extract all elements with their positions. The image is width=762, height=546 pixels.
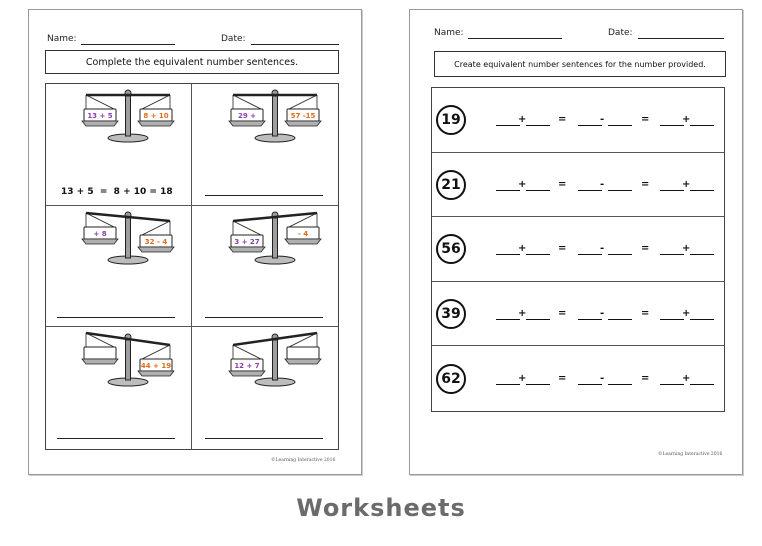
target-number: 62 xyxy=(436,364,466,394)
pan-label-left: 29 + xyxy=(237,112,257,120)
pan-label-right: 32 - 4 xyxy=(144,238,168,246)
target-number: 39 xyxy=(436,299,466,329)
name-label: Name: xyxy=(434,28,464,38)
answer-blank[interactable] xyxy=(578,319,602,320)
scale-pan-left xyxy=(84,347,116,359)
balance-scale xyxy=(82,90,174,142)
answer-line xyxy=(205,438,323,439)
answer-blank[interactable] xyxy=(690,254,714,255)
answer-blank[interactable] xyxy=(578,254,602,255)
answer-blank[interactable] xyxy=(660,319,684,320)
answer-blank[interactable] xyxy=(526,319,550,320)
copyright: ©Learning Interactive 2016 xyxy=(658,452,723,457)
balance-scale xyxy=(82,212,174,264)
answer-blank[interactable] xyxy=(660,125,684,126)
answer-blank[interactable] xyxy=(660,190,684,191)
operator: + xyxy=(518,243,527,255)
target-number: 19 xyxy=(436,105,466,135)
operator: = xyxy=(641,308,650,320)
date-label: Date: xyxy=(221,34,246,44)
caption: Worksheets xyxy=(296,494,466,522)
operator: + xyxy=(682,114,691,126)
answer-blank[interactable] xyxy=(578,125,602,126)
operator: - xyxy=(600,178,605,190)
answer-blank[interactable] xyxy=(690,384,714,385)
pan-label-right: - 4 xyxy=(297,230,309,238)
pan-label-right: 57 -15 xyxy=(290,112,316,120)
answer-blank[interactable] xyxy=(690,125,714,126)
name-line xyxy=(468,38,562,39)
pan-label-right: 8 + 10 xyxy=(143,112,169,120)
answer-blank[interactable] xyxy=(608,384,632,385)
date-label: Date: xyxy=(608,28,633,38)
answer-blank[interactable] xyxy=(690,190,714,191)
answer-line xyxy=(57,438,175,439)
answer-line xyxy=(205,317,323,318)
operator: = xyxy=(641,114,650,126)
balance-scale xyxy=(82,333,174,386)
operator: + xyxy=(518,178,527,190)
operator: = xyxy=(558,308,567,320)
operator: = xyxy=(558,178,567,190)
pan-label-left: 13 + 5 xyxy=(87,112,113,120)
balance-scale xyxy=(229,90,321,142)
answer-line xyxy=(57,317,175,318)
operator: + xyxy=(682,243,691,255)
left-worksheet xyxy=(28,9,362,475)
number-row xyxy=(432,282,724,347)
operator: = xyxy=(558,243,567,255)
answer-blank[interactable] xyxy=(496,319,520,320)
right-worksheet xyxy=(409,9,743,475)
balance-scale xyxy=(229,212,321,264)
operator: - xyxy=(600,114,605,126)
answer-blank[interactable] xyxy=(526,125,550,126)
number-row xyxy=(432,88,724,153)
operator: = xyxy=(558,114,567,126)
number-row xyxy=(432,153,724,218)
answer-blank[interactable] xyxy=(496,254,520,255)
answer-blank[interactable] xyxy=(526,190,550,191)
answer-blank[interactable] xyxy=(608,125,632,126)
copyright: ©Learning Interactive 2016 xyxy=(271,458,336,463)
balance-scales xyxy=(29,10,361,474)
pan-label-left: 3 + 27 xyxy=(234,238,260,246)
answer-line xyxy=(205,195,323,196)
answer-blank[interactable] xyxy=(578,190,602,191)
operator: = xyxy=(558,372,567,384)
answer-blank[interactable] xyxy=(608,319,632,320)
name-label: Name: xyxy=(47,34,77,44)
balance-scale xyxy=(229,333,321,386)
answer-blank[interactable] xyxy=(496,384,520,385)
operator: + xyxy=(682,308,691,320)
answer-blank[interactable] xyxy=(660,384,684,385)
completed-sentence: 13 + 5 = 8 + 10 = 18 xyxy=(61,187,173,197)
pan-label-right: 44 + 19 xyxy=(140,362,172,370)
answer-blank[interactable] xyxy=(578,384,602,385)
answer-blank[interactable] xyxy=(608,254,632,255)
operator: = xyxy=(641,178,650,190)
number-row xyxy=(432,346,724,411)
scale-pan-right xyxy=(287,347,319,359)
operator: - xyxy=(600,372,605,384)
operator: - xyxy=(600,243,605,255)
target-number: 56 xyxy=(436,234,466,264)
operator: + xyxy=(682,372,691,384)
instruction-box xyxy=(434,51,726,77)
operator: - xyxy=(600,308,605,320)
answer-blank[interactable] xyxy=(608,190,632,191)
operator: + xyxy=(518,372,527,384)
operator: + xyxy=(682,178,691,190)
answer-blank[interactable] xyxy=(526,254,550,255)
operator: = xyxy=(641,243,650,255)
operator: + xyxy=(518,308,527,320)
number-row xyxy=(432,217,724,282)
answer-blank[interactable] xyxy=(496,190,520,191)
number-rows xyxy=(431,87,725,412)
pan-label-left: + 8 xyxy=(93,230,107,238)
instruction-text: Create equivalent number sentences for the number provided. xyxy=(454,59,706,69)
answer-blank[interactable] xyxy=(690,319,714,320)
date-line xyxy=(638,38,724,39)
pan-label-left: 12 + 7 xyxy=(234,362,260,370)
operator: + xyxy=(518,114,527,126)
target-number: 21 xyxy=(436,170,466,200)
answer-blank[interactable] xyxy=(526,384,550,385)
answer-blank[interactable] xyxy=(660,254,684,255)
answer-blank[interactable] xyxy=(496,125,520,126)
instruction-text: Complete the equivalent number sentences. xyxy=(85,56,299,68)
operator: = xyxy=(641,372,650,384)
